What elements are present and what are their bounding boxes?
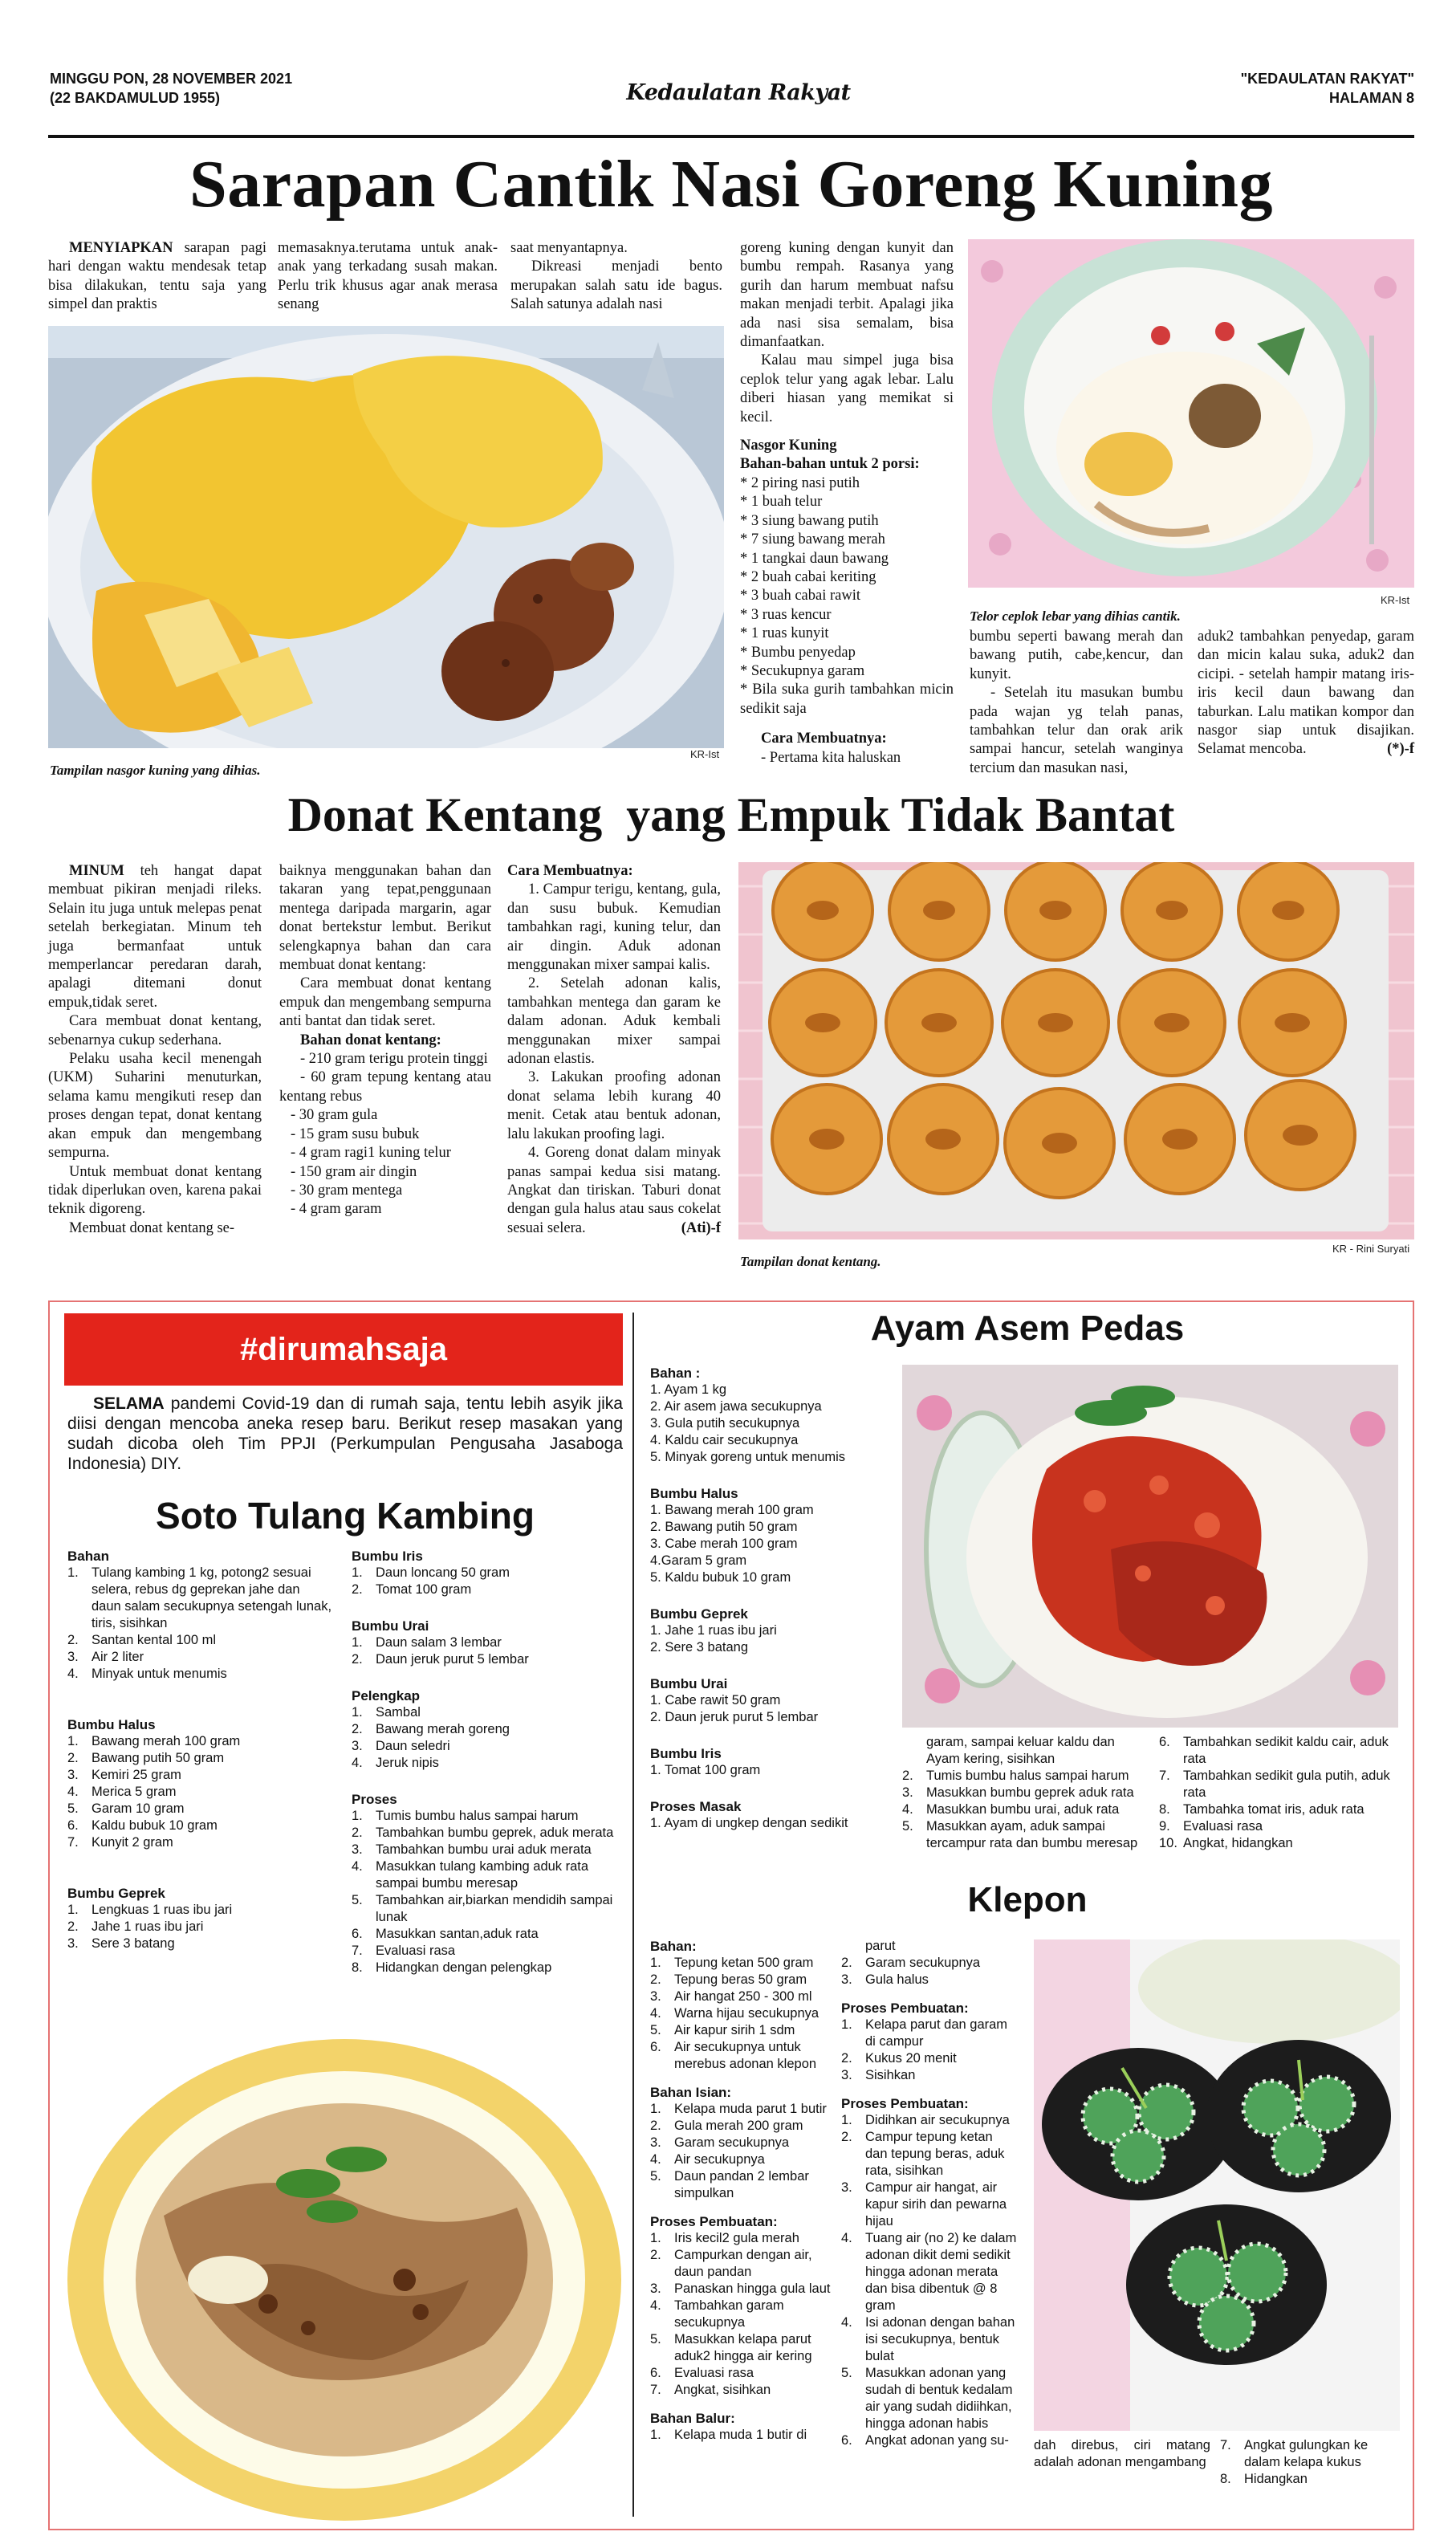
- ayam-col1: [650, 1365, 891, 1832]
- klepon-bahan-item: 4. Warna hijau secukupnya: [650, 2006, 820, 2021]
- page-label: HALAMAN 8: [1329, 90, 1414, 106]
- ayam-geprek-item: 2. Sere 3 batang: [650, 1640, 749, 1655]
- photo1-credit: KR-Ist: [690, 748, 720, 760]
- klepon-pembuatan1-item: 4. Tambahkan garam secukupnya: [650, 2298, 784, 2330]
- article2-col3: [507, 862, 721, 1238]
- ingredient-item: * Secukupnya garam: [740, 662, 865, 679]
- soto-geprek-item: 2. Jahe 1 ruas ibu jari: [67, 1919, 204, 1934]
- soto-col2: [352, 1548, 624, 1976]
- ingredient-item: * 3 buah cabai rawit: [740, 588, 860, 604]
- soto-pelengkap-item: 2. Bawang merah goreng: [352, 1722, 510, 1736]
- soto-pelengkap-title: Pelengkap: [352, 1688, 421, 1703]
- soto-proses-item: 7. Evaluasi rasa: [352, 1944, 456, 1958]
- ingredient-item: * 2 piring nasi putih: [740, 474, 860, 491]
- intro-lead: SELAMA: [93, 1394, 165, 1413]
- soto-bahan-list: [67, 1565, 332, 1683]
- klepon-balur-item: 1. Kelapa muda 1 butir di: [650, 2428, 807, 2442]
- article2-col2: [279, 862, 491, 1219]
- photo-klepon: [1034, 1939, 1400, 2431]
- soto-proses-item: 2. Tambahkan bumbu geprek, aduk merata: [352, 1826, 614, 1840]
- klepon-pembuatan2-list: [841, 2017, 1018, 2084]
- ayam-halus-item: 1. Bawang merah 100 gram: [650, 1503, 814, 1517]
- method-p1: - Pertama kita haluskan: [761, 749, 901, 766]
- ayam-proses-item: garam, sampai keluar kaldu dan Ayam kering, sisihkan: [926, 1735, 1115, 1766]
- article1-col4: [740, 239, 954, 767]
- klepon-step: 8. Hidangkan: [1220, 2472, 1308, 2486]
- donut-ingredient: - 60 gram tepung kentang atau kentang rebus: [279, 1069, 491, 1105]
- article2-lead: MINUM: [69, 863, 124, 879]
- article1-col1-text: sarapan pagi hari dengan waktu mendesak tetap bisa dilakukan, tentu saja yang simpel dan praktis: [48, 240, 266, 313]
- ingredient-item: * 1 buah telur: [740, 494, 823, 511]
- klepon-balur-item: 2. Garam secukupnya: [841, 1956, 981, 1970]
- article1-col2-text: memasaknya.terutama untuk anak-anak yang terkadang susah makan. Perlu trik khusus agar anak merasa senang: [278, 240, 498, 313]
- header-paper: [1241, 69, 1414, 108]
- soto-proses-title: Proses: [352, 1792, 397, 1807]
- donut-step: 3. Lakukan proofing adonan donat selama lebih kurang 40 menit. Cetak atau bentuk adonan, lalu lakukan proofing lagi.: [507, 1069, 721, 1142]
- klepon-pembuatan3-item: 1. Didihkan air secukupnya: [841, 2113, 1010, 2127]
- klepon-balur-item: parut: [865, 1939, 896, 1953]
- article2-col3-title: Cara Membuatnya:: [507, 863, 633, 879]
- klepon-bahan-list: [650, 1955, 832, 2073]
- header-rule: [48, 135, 1414, 138]
- ayam-proses-item: 3. Masukkan bumbu geprek aduk rata: [902, 1785, 1134, 1800]
- article1-col5: [970, 628, 1183, 778]
- article2-col1-p1: teh hangat dapat membuat pikiran menjadi rileks. Selain itu juga untuk melepas penat setelah berkegiatan. Minum teh juga bermanfaat untuk memperlancar peredaran darah, apalagi ditemani donut empuk,tidak seret.: [48, 863, 262, 1011]
- klepon-pembuatan3-item: 3. Campur air hangat, air kapur sirih dan pewarna hijau: [841, 2180, 1007, 2228]
- ingredient-item: * 2 buah cabai keriting: [740, 568, 876, 585]
- article1-col3-p1: saat menyantapnya.: [510, 240, 628, 256]
- soto-geprek-item: 1. Lengkuas 1 ruas ibu jari: [67, 1903, 233, 1917]
- ayam-urai-item: 2. Daun jeruk purut 5 lembar: [650, 1710, 819, 1724]
- klepon-pembuatan3-item: 5. Masukkan adonan yang sudah di bentuk kedalam air yang sudah didiihkan, hingga adonan habis: [841, 2366, 1013, 2431]
- klepon-balur-title: Bahan Balur:: [650, 2411, 735, 2426]
- article1-col6: [1198, 628, 1414, 759]
- article1-col6-text: aduk2 tambahkan penyedap, garam dan micin kalau suka, aduk2 dan cicipi. - setelah hampir matang iris- iris kecil daun bawang dan taburkan. Lalu matikan kompor dan nasgor siap untuk disajikan. Selamat mencoba.: [1198, 629, 1414, 758]
- photo-nasgor-kuning: [48, 326, 724, 748]
- klepon-pembuatan2-item: 2. Kukus 20 menit: [841, 2051, 957, 2066]
- photo-soto-kambing: [67, 2039, 621, 2521]
- donut-step: 1. Campur terigu, kentang, gula, dan susu bubuk. Kemudian tambahkan ragi, kuning telur, dan air dingin. Aduk adonan menggunakan mixer sampai kalis.: [507, 881, 721, 974]
- article1-col3: [510, 239, 722, 315]
- soto-pelengkap-item: 4. Jeruk nipis: [352, 1756, 439, 1770]
- soto-urai-item: 2. Daun jeruk purut 5 lembar: [352, 1652, 529, 1667]
- soto-proses-item: 1. Tumis bumbu halus sampai harum: [352, 1809, 579, 1823]
- klepon-pembuatan1-item: 1. Iris kecil2 gula merah: [650, 2231, 799, 2245]
- ayam-col3: [1159, 1734, 1400, 1852]
- ayam-proses-item: 5. Masukkan ayam, aduk sampai tercampur rata dan bumbu meresap: [902, 1819, 1138, 1850]
- recipe-subtitle: Bahan-bahan untuk 2 porsi:: [740, 456, 920, 473]
- soto-geprek-list: [67, 1902, 332, 1952]
- ayam-proses-list-3: [1159, 1734, 1400, 1852]
- photo1-caption: Tampilan nasgor kuning yang dihias.: [50, 763, 261, 778]
- klepon-isian-item: 2. Gula merah 200 gram: [650, 2119, 803, 2133]
- klepon-pembuatan3-title: Proses Pembuatan:: [841, 2096, 969, 2111]
- recipe-box-divider: [632, 1313, 634, 2517]
- soto-iris-title: Bumbu Iris: [352, 1549, 423, 1564]
- article2-col1-p4: Untuk membuat donat kentang tidak diperlukan oven, karena pakai teknik digoreng.: [48, 1163, 262, 1218]
- soto-halus-item: 1. Bawang merah 100 gram: [67, 1734, 241, 1748]
- ayam-proses-title: Proses Masak: [650, 1799, 742, 1814]
- ayam-bahan-item: 5. Minyak goreng untuk menumis: [650, 1450, 846, 1464]
- soto-title: Soto Tulang Kambing: [156, 1495, 535, 1537]
- article2-col2-p1: baiknya menggunakan bahan dan takaran yang tepat,penggunaan mentega daripada margarin, agar donat bertekstur lembut. Berikut selengkapnya bahan dan cara membuat donat kentang:: [279, 863, 491, 974]
- klepon-col1: [650, 1938, 832, 2444]
- masthead-logo: Kedaulatan Rakyat: [626, 80, 851, 105]
- klepon-pembuatan3-item: 4. Isi adonan dengan bahan isi secukupnya, bentuk bulat: [841, 2315, 1015, 2363]
- donut-caption: Tampilan donat kentang.: [740, 1254, 881, 1269]
- article1-col4-p2: Kalau mau simpel juga bisa ceplok telur yang agak lebar. Lalu diberi hiasan yang memikat si kecil.: [740, 352, 954, 425]
- ingredient-list: [740, 474, 954, 718]
- ingredient-item: * 7 siung bawang merah: [740, 531, 885, 548]
- soto-iris-list: [352, 1565, 624, 1598]
- klepon-step: 7. Angkat gulungkan ke dalam kelapa kukus: [1220, 2438, 1369, 2469]
- soto-geprek-title: Bumbu Geprek: [67, 1886, 165, 1901]
- klepon-pembuatan3-item: 2. Campur tepung ketan dan tepung beras, aduk rata, sisihkan: [841, 2130, 1005, 2178]
- soto-urai-title: Bumbu Urai: [352, 1618, 429, 1634]
- ingredient-item: * 1 ruas kunyit: [740, 625, 829, 642]
- donut-ingredient: - 4 gram ragi1 kuning telur: [291, 1145, 451, 1162]
- klepon-step: dah direbus, ciri matang adalah adonan mengambang: [1034, 2438, 1210, 2469]
- ayam-iris-title: Bumbu Iris: [650, 1746, 722, 1761]
- donut-ingredient: - 30 gram gula: [291, 1107, 378, 1124]
- klepon-pembuatan1-item: 7. Angkat, sisihkan: [650, 2383, 771, 2397]
- article1-lead: MENYIAPKAN: [69, 240, 173, 256]
- klepon-pembuatan1-list: [650, 2230, 832, 2399]
- klepon-pembuatan3-item: 4. Tuang air (no 2) ke dalam adonan dikit demi sedikit hingga adonan merata dan bisa dibentuk @ 8 gram: [841, 2231, 1017, 2313]
- article2-col1-p5: Membuat donat kentang se-: [69, 1219, 235, 1236]
- soto-proses-item: 8. Hidangkan dengan pelengkap: [352, 1960, 552, 1975]
- intro-body: pandemi Covid-19 dan di rumah saja, tentu lebih asyik jika diisi dengan mencoba aneka resep baru. Berikut resep masakan yang sudah dicoba oleh Tim PPJI (Perkumpulan Pengusaha Jasaboga Indonesia) DIY.: [67, 1394, 623, 1473]
- donut-ingredient: - 210 gram terigu protein tinggi: [300, 1051, 488, 1068]
- ayam-proses-item: 8. Tambahka tomat iris, aduk rata: [1159, 1802, 1364, 1817]
- donut-ingredient: - 150 gram air dingin: [291, 1163, 417, 1180]
- klepon-pembuatan3-list: [841, 2112, 1018, 2449]
- article2-col2-p2: Cara membuat donat kentang empuk dan mengembang sempurna anti bantat dan tidak seret.: [279, 975, 491, 1030]
- paper-name: "KEDAULATAN RAKYAT": [1240, 71, 1414, 87]
- soto-bahan-title: Bahan: [67, 1549, 109, 1564]
- ingredient-item: * Bila suka gurih tambahkan micin sedikit saja: [740, 682, 954, 717]
- ayam-proses-item: 4. Masukkan bumbu urai, aduk rata: [902, 1802, 1120, 1817]
- article2-col1: [48, 862, 262, 1238]
- klepon-balur-item: 3. Gula halus: [841, 1972, 929, 1987]
- donut-credit: KR - Rini Suryati: [1332, 1243, 1410, 1255]
- article1-title: Sarapan Cantik Nasi Goreng Kuning: [189, 147, 1273, 222]
- article1-col4-p1: goreng kuning dengan kunyit dan bumbu rempah. Rasanya yang gurih dan harum membuat nafsu makan menjadi terbit. Apalagi jika ada nasi sisa semalam, bisa dimanfaatkan.: [740, 240, 954, 351]
- soto-proses-item: 5. Tambahkan air,biarkan mendidih sampai lunak: [352, 1893, 613, 1924]
- klepon-isian-item: 4. Air secukupnya: [650, 2152, 765, 2167]
- soto-halus-item: 7. Kunyit 2 gram: [67, 1835, 173, 1850]
- klepon-col2: [841, 1938, 1018, 2449]
- article2-bahan-title: Bahan donat kentang:: [300, 1032, 441, 1048]
- photo-ayam-asem-pedas: [902, 1365, 1398, 1728]
- photo-telor-ceplok: [968, 239, 1414, 588]
- klepon-isian-title: Bahan Isian:: [650, 2085, 732, 2100]
- klepon-col4-list: [1220, 2437, 1400, 2488]
- article1-col3-p2: Dikreasi menjadi bento merupakan salah satu ide bagus. Salah satunya adalah nasi: [510, 258, 722, 313]
- dirumahsaja-banner: [64, 1313, 623, 1386]
- intro-text: [67, 1394, 623, 1474]
- ingredient-item: * 1 tangkai daun bawang: [740, 550, 889, 567]
- ayam-bahan-item: 2. Air asem jawa secukupnya: [650, 1399, 822, 1414]
- donut-ingredient-list: [279, 1050, 491, 1219]
- klepon-bahan-item: 5. Air kapur sirih 1 sdm: [650, 2023, 795, 2037]
- photo2-caption: Telor ceplok lebar yang dihias cantik.: [970, 609, 1181, 624]
- article1-col5-p1: bumbu seperti bawang merah dan bawang putih, cabe,kencur, dan kunyit.: [970, 629, 1183, 682]
- donut-step: 4. Goreng donat dalam minyak panas sampai kedua sisi matang. Angkat dan tiriskan. Taburi donat dengan gula halus atau saus cokelat sesuai selera. (Ati)-f: [507, 1144, 721, 1238]
- klepon-col3: [1034, 2437, 1210, 2471]
- soto-pelengkap-item: 1. Sambal: [352, 1705, 421, 1720]
- ayam-bahan-item: 4. Kaldu cair secukupnya: [650, 1433, 799, 1447]
- article1-col5-p2: - Setelah itu masukan bumbu pada wajan yg telah panas, tambahkan telur dan orak arik sampai hancur, setelah wanginya tercium dan masukan nasi,: [970, 685, 1183, 776]
- ayam-proses-item: 2. Tumis bumbu halus sampai harum: [902, 1769, 1129, 1783]
- soto-pelengkap-item: 3. Daun seledri: [352, 1739, 450, 1753]
- article2-sign: (Ati)-f: [681, 1219, 721, 1236]
- ayam-urai-item: 1. Cabe rawit 50 gram: [650, 1693, 781, 1707]
- klepon-title: Klepon: [967, 1880, 1088, 1919]
- soto-pelengkap-list: [352, 1704, 624, 1772]
- date-line-2: (22 BAKDAMULUD 1955): [50, 90, 221, 106]
- method-title: Cara Membuatnya:: [761, 731, 887, 747]
- article2-col1-p2: Cara membuat donat kentang, sebenarnya cukup sederhana.: [48, 1013, 262, 1048]
- ayam-proses-item: 9. Evaluasi rasa: [1159, 1819, 1263, 1834]
- ayam-halus-item: 4.Garam 5 gram: [650, 1553, 747, 1568]
- ayam-proses-item: 6. Tambahkan sedikit kaldu cair, aduk rata: [1159, 1735, 1389, 1766]
- soto-col1: [67, 1548, 332, 1952]
- ayam-bahan-item: 1. Ayam 1 kg: [650, 1382, 727, 1397]
- soto-halus-item: 5. Garam 10 gram: [67, 1801, 185, 1816]
- ayam-proses-item: 10. Angkat, hidangkan: [1159, 1836, 1293, 1850]
- header-date: [50, 69, 292, 108]
- soto-proses-item: 3. Tambahkan bumbu urai aduk merata: [352, 1842, 592, 1857]
- recipe-title: Nasgor Kuning: [740, 438, 837, 454]
- klepon-bahan-item: 6. Air secukupnya untuk merebus adonan klepon: [650, 2040, 817, 2071]
- klepon-col4: [1220, 2437, 1400, 2488]
- article1-col1: [48, 239, 266, 315]
- soto-proses-list: [352, 1808, 624, 1976]
- article1-col2: [278, 239, 498, 315]
- soto-urai-item: 1. Daun salam 3 lembar: [352, 1635, 502, 1650]
- soto-iris-item: 2. Tomat 100 gram: [352, 1582, 472, 1597]
- soto-iris-item: 1. Daun loncang 50 gram: [352, 1565, 510, 1580]
- ayam-proses-item: 1. Ayam di ungkep dengan sedikit: [650, 1816, 848, 1830]
- photo-donat-kentang: [738, 862, 1414, 1239]
- klepon-pembuatan2-item: 3. Sisihkan: [841, 2068, 916, 2082]
- soto-halus-list: [67, 1733, 332, 1851]
- donut-ingredient: - 30 gram mentega: [291, 1182, 403, 1199]
- ayam-urai-title: Bumbu Urai: [650, 1676, 728, 1691]
- klepon-pembuatan2-item: 1. Kelapa parut dan garam di campur: [841, 2017, 1008, 2049]
- klepon-balur-list: [650, 2427, 832, 2444]
- article2-title: Donat Kentang yang Empuk Tidak Bantat: [287, 788, 1175, 841]
- ayam-halus-title: Bumbu Halus: [650, 1486, 738, 1501]
- soto-geprek-item: 3. Sere 3 batang: [67, 1936, 175, 1951]
- klepon-pembuatan1-item: 5. Masukkan kelapa parut aduk2 hingga air kering: [650, 2332, 812, 2363]
- date-line-1: MINGGU PON, 28 NOVEMBER 2021: [50, 71, 293, 87]
- klepon-pembuatan2-title: Proses Pembuatan:: [841, 2001, 969, 2016]
- donut-ingredient: - 15 gram susu bubuk: [291, 1125, 420, 1142]
- klepon-bahan-title: Bahan:: [650, 1939, 697, 1954]
- klepon-col2-top: [841, 1938, 1018, 1988]
- article1-sign: (*)-f: [1387, 741, 1414, 758]
- soto-urai-list: [352, 1634, 624, 1668]
- photo2-credit: KR-Ist: [1381, 594, 1410, 606]
- donut-ingredient: - 4 gram garam: [291, 1201, 382, 1218]
- ayam-bahan-item: 3. Gula putih secukupnya: [650, 1416, 800, 1431]
- klepon-isian-list: [650, 2101, 832, 2202]
- klepon-pembuatan3-item: 6. Angkat adonan yang su-: [841, 2433, 1009, 2448]
- ayam-proses-item: 7. Tambahkan sedikit gula putih, aduk rata: [1159, 1769, 1390, 1800]
- klepon-pembuatan1-item: 2. Campurkan dengan air, daun pandan: [650, 2248, 812, 2279]
- klepon-isian-item: 5. Daun pandan 2 lembar simpulkan: [650, 2169, 809, 2200]
- ingredient-item: * 3 ruas kencur: [740, 606, 832, 623]
- donut-step: 2. Setelah adonan kalis, tambahkan mentega dan garam ke dalam adonan. Aduk kembali menggunakan mixer sampai adonan elastis.: [507, 975, 721, 1068]
- ayam-halus-item: 3. Cabe merah 100 gram: [650, 1537, 798, 1551]
- ayam-halus-item: 5. Kaldu bubuk 10 gram: [650, 1570, 791, 1585]
- soto-bahan-item: 4. Minyak untuk menumis: [67, 1667, 227, 1681]
- soto-proses-item: 4. Masukkan tulang kambing aduk rata sampai bumbu meresap: [352, 1859, 589, 1891]
- soto-bahan-item: 3. Air 2 liter: [67, 1650, 144, 1664]
- soto-halus-item: 3. Kemiri 25 gram: [67, 1768, 181, 1782]
- klepon-bahan-item: 1. Tepung ketan 500 gram: [650, 1956, 814, 1970]
- klepon-bahan-item: 3. Air hangat 250 - 300 ml: [650, 1989, 812, 2004]
- soto-halus-item: 6. Kaldu bubuk 10 gram: [67, 1818, 218, 1833]
- soto-halus-item: 2. Bawang putih 50 gram: [67, 1751, 225, 1765]
- klepon-pembuatan1-item: 6. Evaluasi rasa: [650, 2366, 754, 2380]
- banner-text: #dirumahsaja: [240, 1331, 447, 1367]
- soto-halus-title: Bumbu Halus: [67, 1717, 156, 1732]
- klepon-bahan-item: 2. Tepung beras 50 gram: [650, 1972, 807, 1987]
- ayam-title: Ayam Asem Pedas: [870, 1309, 1185, 1348]
- ingredient-item: * Bumbu penyedap: [740, 644, 856, 661]
- ingredient-item: * 3 siung bawang putih: [740, 512, 879, 529]
- ayam-geprek-item: 1. Jahe 1 ruas ibu jari: [650, 1623, 777, 1638]
- soto-bahan-item: 2. Santan kental 100 ml: [67, 1633, 217, 1647]
- ayam-proses-list-2: [902, 1734, 1143, 1852]
- soto-bahan-item: 1. Tulang kambing 1 kg, potong2 sesuai selera, rebus dg geprekan jahe dan daun salam secukupnya setengah lunak, tiris, sisihkan: [67, 1565, 332, 1630]
- soto-proses-item: 6. Masukkan santan,aduk rata: [352, 1927, 539, 1941]
- klepon-pembuatan1-item: 3. Panaskan hingga gula laut: [650, 2281, 831, 2296]
- ayam-halus-item: 2. Bawang putih 50 gram: [650, 1520, 798, 1534]
- klepon-isian-item: 3. Garam secukupnya: [650, 2135, 790, 2150]
- ayam-bahan-title: Bahan :: [650, 1366, 701, 1381]
- klepon-pembuatan1-title: Proses Pembuatan:: [650, 2214, 778, 2229]
- ayam-iris-item: 1. Tomat 100 gram: [650, 1763, 761, 1777]
- ayam-geprek-title: Bumbu Geprek: [650, 1606, 748, 1622]
- klepon-isian-item: 1. Kelapa muda parut 1 butir: [650, 2102, 827, 2116]
- soto-halus-item: 4. Merica 5 gram: [67, 1785, 177, 1799]
- article2-col1-p3: Pelaku usaha kecil menengah (UKM) Suharini menuturkan, selama kamu mengikuti resep dan proses dengan tepat, donat kentang akan empuk dan mengembang sempurna.: [48, 1051, 262, 1162]
- ayam-col2: [902, 1734, 1143, 1852]
